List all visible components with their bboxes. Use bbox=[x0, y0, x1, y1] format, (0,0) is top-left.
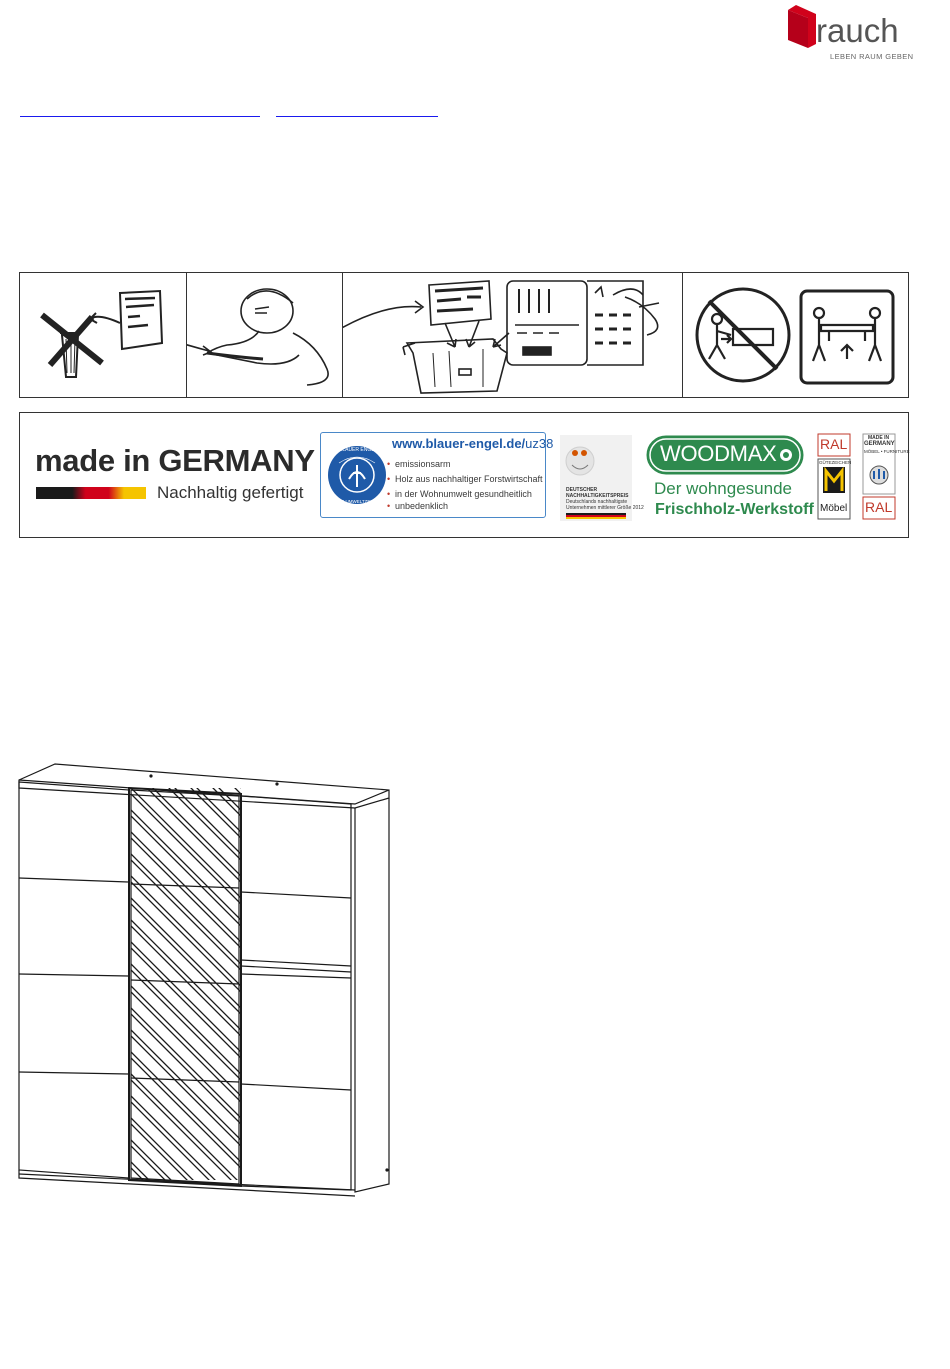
certifications-strip bbox=[19, 412, 909, 538]
wardrobe-side bbox=[355, 798, 389, 1192]
file-manual-icon bbox=[343, 273, 682, 397]
dnp-line2: NACHHALTIGKEITSPREIS bbox=[566, 493, 629, 499]
ral-moebel-bottom: Möbel bbox=[820, 503, 848, 514]
dnp-line4: Unternehmen mittlerer Größe 2012 bbox=[566, 505, 644, 511]
blauer-engel-item: • Holz aus nachhaltiger Forstwirtschaft bbox=[395, 474, 543, 484]
instruction-panel-handling bbox=[683, 273, 910, 397]
right-door bbox=[241, 796, 351, 1190]
brand-name: rauch bbox=[816, 12, 899, 49]
brand-tagline: LEBEN RAUM GEBEN bbox=[830, 52, 914, 61]
nachhaltigkeitspreis-text bbox=[566, 487, 644, 511]
dnp-line3: Deutschlands nachhaltigste bbox=[566, 499, 628, 505]
blauer-engel-seal-bottom: DAS UMWELTZEICHEN bbox=[335, 499, 385, 504]
door-pattern-line bbox=[131, 760, 241, 772]
blauer-engel-url-suffix: uz38 bbox=[525, 436, 554, 451]
blauer-engel-item: • in der Wohnumwelt gesundheitlich bbox=[395, 489, 532, 499]
middle-door-pattern bbox=[131, 760, 241, 1200]
woodmax-line1: Der wohngesunde bbox=[654, 479, 792, 498]
discard-manual-icon bbox=[20, 273, 186, 397]
ral-germany-bottom: RAL bbox=[865, 499, 893, 515]
blauer-engel-item-cont: • unbedenklich bbox=[395, 501, 448, 511]
woodmax-line2: Frischholz-Werkstoff bbox=[655, 501, 814, 518]
instruction-panel-read bbox=[187, 273, 343, 397]
brand-mark-icon bbox=[786, 4, 820, 48]
read-manual-icon bbox=[187, 273, 342, 397]
blauer-engel-url bbox=[392, 436, 553, 451]
blauer-engel-seal-top: BLAUER ENGEL bbox=[339, 447, 378, 453]
left-door bbox=[19, 782, 129, 1178]
door-pattern-line bbox=[131, 760, 241, 810]
document-link-2[interactable] bbox=[276, 100, 438, 117]
door-pattern-line bbox=[131, 760, 241, 766]
wardrobe-illustration bbox=[15, 760, 395, 1200]
nachhaltigkeitspreis-badge bbox=[560, 435, 644, 521]
instruction-panel-discard bbox=[20, 273, 187, 397]
instruction-panel-file bbox=[343, 273, 683, 397]
made-in-germany-subtitle: Nachhaltig gefertigt bbox=[157, 483, 304, 502]
door-pattern-line bbox=[131, 1140, 241, 1200]
door-pattern-line bbox=[131, 1190, 241, 1200]
blauer-engel-badge bbox=[320, 432, 554, 518]
ral-germany-sub: MÖBEL • FURNITURE bbox=[864, 449, 910, 454]
document-link-1[interactable] bbox=[20, 100, 260, 117]
ral-germany-top: MADE IN bbox=[868, 435, 890, 441]
german-flag-stripe-icon bbox=[36, 487, 146, 499]
blauer-engel-item: • emissionsarm bbox=[395, 459, 451, 469]
instruction-strip bbox=[19, 272, 909, 398]
ral-moebel-badge bbox=[817, 433, 851, 521]
made-in-germany-title: made in GERMANY bbox=[35, 443, 315, 478]
brand-logo bbox=[786, 4, 912, 62]
ral-moebel-top: RAL bbox=[820, 436, 848, 452]
ral-moebel-sub: GÜTEZEICHEN bbox=[819, 460, 852, 465]
blauer-engel-url-main: www.blauer-engel.de/ bbox=[392, 436, 526, 451]
woodmax-name: WOODMAX bbox=[660, 441, 777, 466]
dnp-line1: DEUTSCHER bbox=[566, 487, 598, 493]
lift-together-icon bbox=[799, 289, 895, 385]
ral-germany-badge bbox=[862, 433, 910, 521]
ral-germany-top2: GERMANY bbox=[864, 441, 895, 447]
